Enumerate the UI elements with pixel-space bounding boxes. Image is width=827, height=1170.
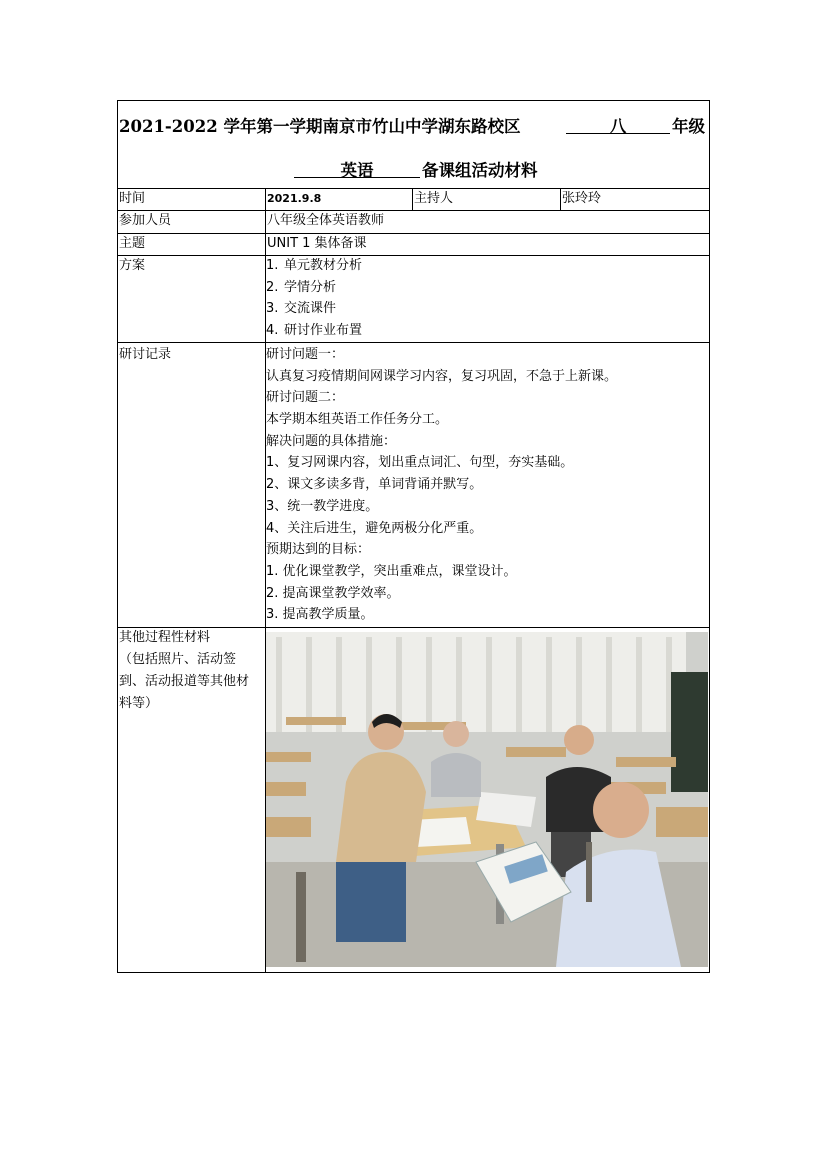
host-label: 主持人 <box>414 191 454 206</box>
title-prefix: 2021-2022 学年第一学期南京市竹山中学湖东路校区 <box>119 117 521 136</box>
list-item: 3. 交流课件 <box>266 301 337 316</box>
topic-label: 主题 <box>119 236 146 251</box>
title-line-1 <box>118 113 711 139</box>
rule <box>412 188 413 210</box>
other-label-4: 料等） <box>119 696 159 711</box>
rule <box>118 255 709 256</box>
title-suffix: 备课组活动材料 <box>422 161 538 180</box>
record-line: 3、统一教学进度。 <box>266 498 379 514</box>
plan-list <box>266 255 362 341</box>
participants-label: 参加人员 <box>119 213 172 228</box>
time-label: 时间 <box>119 191 146 206</box>
record-line: 认真复习疫情期间网课学习内容，复习巩固，不急于上新课。 <box>266 368 618 384</box>
meeting-photo <box>266 632 708 967</box>
plan-label: 方案 <box>119 258 146 273</box>
title-subject: 英语 <box>294 157 420 178</box>
topic-value: UNIT 1 集体备课 <box>267 236 367 251</box>
record-line: 预期达到的目标： <box>266 542 371 558</box>
rule <box>118 233 709 234</box>
record-line: 研讨问题二： <box>266 390 345 406</box>
record-line: 4、关注后进生，避免两极分化严重。 <box>266 520 483 536</box>
other-label-3: 到、活动报道等其他材 <box>119 674 250 689</box>
participants-value: 八年级全体英语教师 <box>267 213 385 228</box>
title-grade: 八 <box>566 113 670 134</box>
list-item: 1. 单元教材分析 <box>266 258 363 273</box>
meeting-photo-illustration <box>266 632 708 967</box>
rule <box>118 342 709 343</box>
record-line: 1. 优化课堂教学，突出重难点，课堂设计。 <box>266 563 517 579</box>
record-line: 2. 提高课堂教学效率。 <box>266 585 400 601</box>
record-line: 本学期本组英语工作任务分工。 <box>266 412 449 428</box>
record-line: 解决问题的具体措施： <box>266 433 397 449</box>
other-label-1: 其他过程性材料 <box>119 630 211 645</box>
title-grade-suffix: 年级 <box>672 117 705 136</box>
rule <box>118 210 709 211</box>
activity-table <box>117 100 710 973</box>
record-line: 研讨问题一： <box>266 347 345 362</box>
list-item: 4. 研讨作业布置 <box>266 322 363 338</box>
record-line: 1、复习网课内容，划出重点词汇、句型，夯实基础。 <box>266 455 574 471</box>
time-value: 2021.9.8 <box>267 192 322 205</box>
record-label: 研讨记录 <box>119 347 172 362</box>
record-line: 2、课文多读多背，单词背诵并默写。 <box>266 477 483 493</box>
record-line: 3. 提高教学质量。 <box>266 607 374 623</box>
list-item: 2. 学情分析 <box>266 279 337 295</box>
record-text <box>266 344 617 626</box>
host-value: 张玲玲 <box>562 191 602 206</box>
other-label-2: （包括照片、活动签 <box>119 652 237 667</box>
rule <box>560 188 561 210</box>
